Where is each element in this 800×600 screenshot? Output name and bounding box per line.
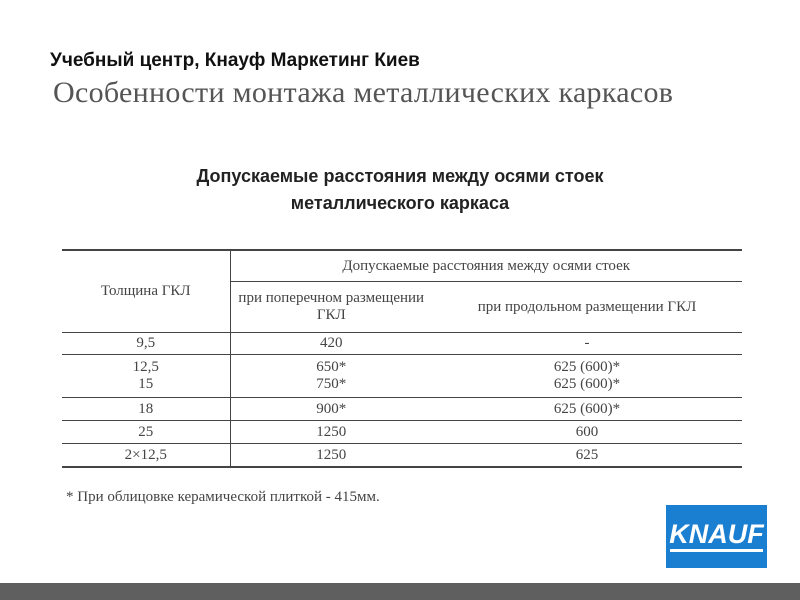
organization-name: Учебный центр, Кнауф Маркетинг Киев <box>50 50 420 71</box>
cell-transverse-b: 750* <box>316 376 347 392</box>
cell-thickness-a: 12,5 <box>132 359 159 375</box>
cell-thickness: 2×12,5 <box>62 444 230 468</box>
cell-transverse <box>230 355 432 398</box>
cell-transverse: 420 <box>230 333 432 355</box>
table-caption-line-2: металлического каркаса <box>290 193 510 213</box>
cell-thickness-b: 15 <box>138 376 154 392</box>
header-thickness: Толщина ГКЛ <box>62 250 230 333</box>
cell-longitudinal <box>432 355 742 398</box>
header-longitudinal: при продольном размещении ГКЛ <box>432 282 742 333</box>
cell-longitudinal-a: 625 (600)* <box>553 359 621 375</box>
cell-longitudinal: 625 <box>432 444 742 468</box>
cell-longitudinal: 625 (600)* <box>432 398 742 421</box>
cell-thickness: 25 <box>62 421 230 444</box>
cell-transverse: 1250 <box>230 444 432 468</box>
cell-transverse: 1250 <box>230 421 432 444</box>
cell-longitudinal: - <box>432 333 742 355</box>
stud-spacing-table <box>62 249 742 468</box>
knauf-logo-text: KNAUF <box>669 519 764 549</box>
cell-thickness <box>62 355 230 398</box>
cell-longitudinal: 600 <box>432 421 742 444</box>
cell-thickness: 9,5 <box>62 333 230 355</box>
knauf-logo-mark <box>666 505 767 568</box>
footnote: * При облицовке керамической плиткой - 415мм. <box>66 489 380 505</box>
knauf-logo <box>666 505 767 568</box>
cell-thickness: 18 <box>62 398 230 421</box>
slide-title: Особенности монтажа металлических каркасов <box>53 76 674 109</box>
cell-transverse: 900* <box>230 398 432 421</box>
bottom-bar <box>0 583 800 600</box>
header-transverse: при поперечном размещении ГКЛ <box>230 282 432 333</box>
cell-transverse-a: 650* <box>316 359 347 375</box>
table-caption-line-1: Допускаемые расстояния между осями стоек <box>196 166 604 186</box>
cell-longitudinal-b: 625 (600)* <box>553 376 621 392</box>
header-spacing-group: Допускаемые расстояния между осями стоек <box>230 250 742 282</box>
knauf-logo-underline <box>670 549 763 552</box>
